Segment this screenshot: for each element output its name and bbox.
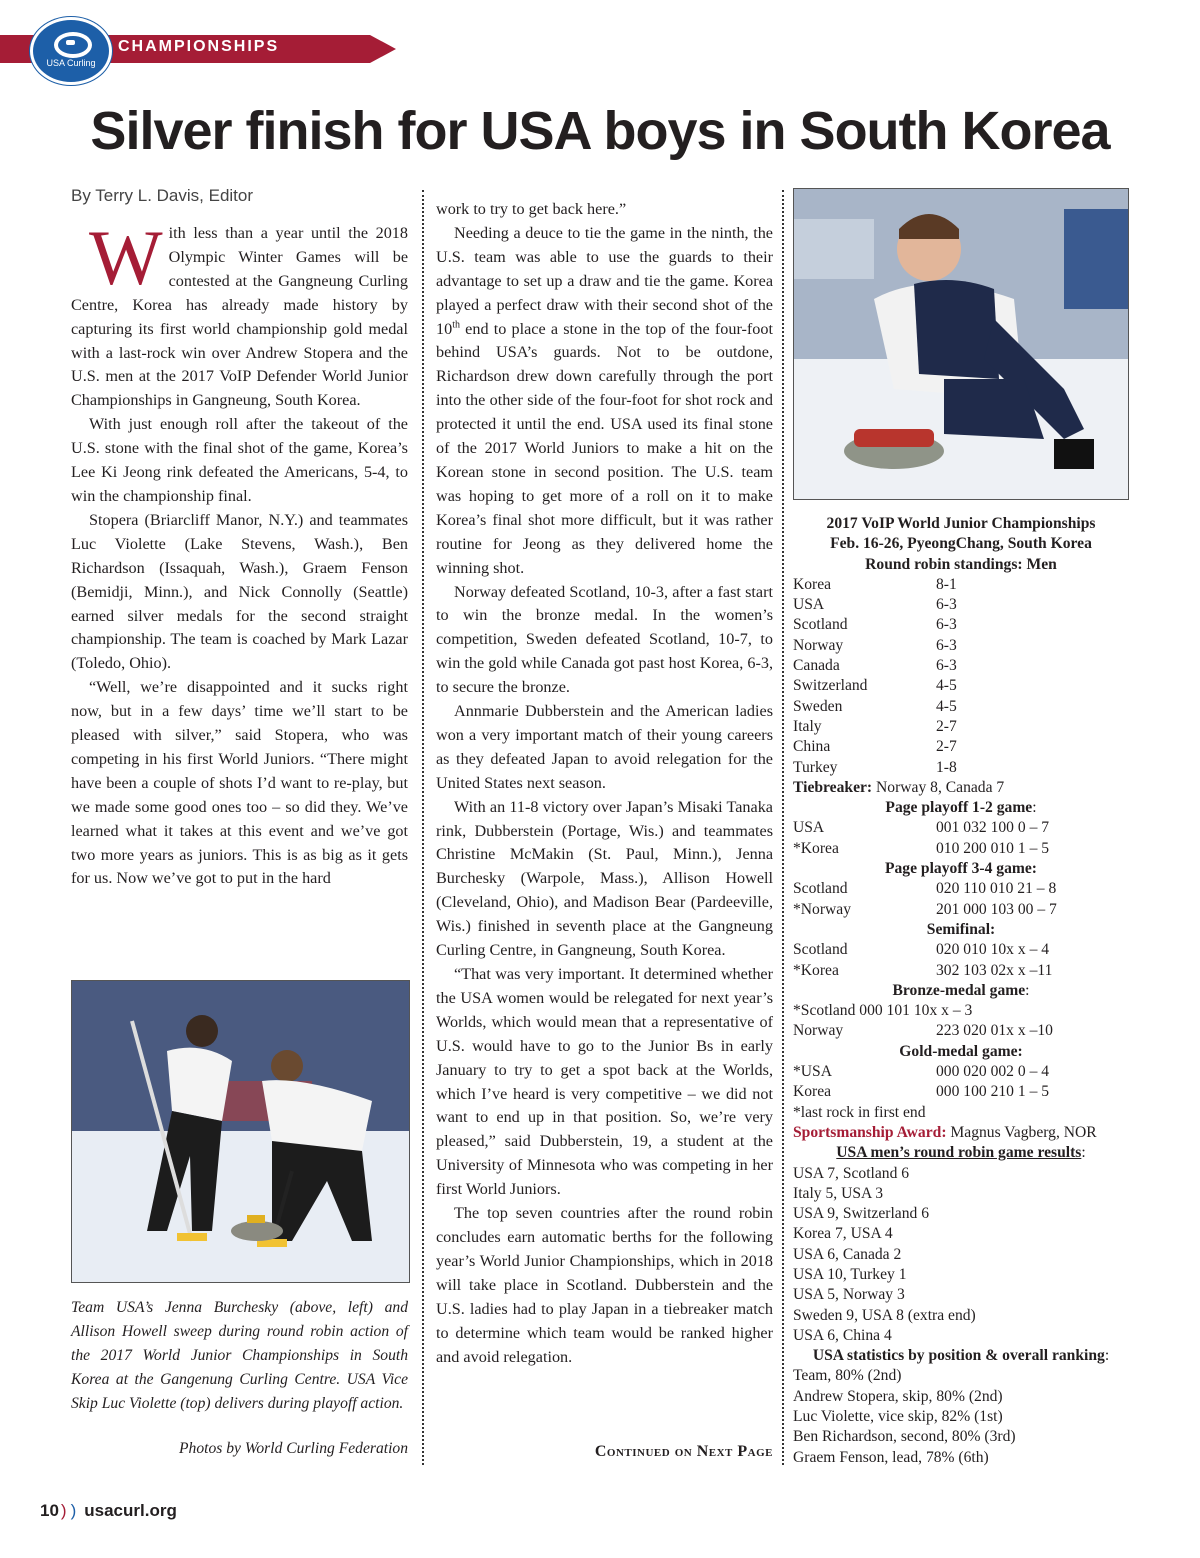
- continued-notice: Continued on Next Page: [594, 1443, 773, 1460]
- team-value: 2-7: [936, 738, 957, 756]
- page-number: 10: [40, 1501, 59, 1520]
- team-name: Italy: [793, 717, 822, 735]
- gold-scores: [793, 1062, 1129, 1103]
- team-value: 223 020 01x x –10: [936, 1022, 1053, 1040]
- section-banner-arrow: [370, 35, 396, 63]
- last-rock-note: *last rock in first end: [793, 1103, 926, 1121]
- team-value: 000 020 002 0 – 4: [936, 1063, 1050, 1081]
- standings-row: [793, 656, 1129, 676]
- page12-heading: Page playoff 1-2 game:: [885, 799, 1037, 817]
- curling-stone-icon: [54, 32, 92, 58]
- rr-result-item: USA 10, Turkey 1: [793, 1265, 907, 1283]
- photo-credit: Photos by World Curling Federation: [179, 1440, 408, 1457]
- page12-label: Page playoff 1-2 game: [885, 799, 1033, 817]
- stat-item: Graem Fenson, lead, 78% (6th): [793, 1448, 989, 1466]
- team-name: Scotland: [793, 880, 848, 898]
- standings-row: [793, 758, 1129, 778]
- paragraph: The top seven countries after the round robin concludes earn automatic berths for the following year’s World Junior Championships, which in 2018 will take place in Scotland. Dubberstein and the U.S. ladies had to play Japan in a tiebreaker match to determine which team would be ranked higher and avoid relegation.: [436, 1204, 773, 1366]
- bracket-icon: ): [70, 1501, 77, 1520]
- rr-result-item: Italy 5, USA 3: [793, 1184, 884, 1202]
- team-value: 001 032 100 0 – 7: [936, 819, 1050, 837]
- score-row: [793, 1021, 1129, 1041]
- rr-result-item: USA 6, Canada 2: [793, 1245, 902, 1263]
- rr-result-item: USA 6, China 4: [793, 1326, 892, 1344]
- page34-scores: [793, 879, 1129, 920]
- standings-row: [793, 575, 1129, 595]
- score-row: [793, 839, 1129, 859]
- paragraph: “That was very important. It determined whether the USA women would be relegated for next year’s Worlds, which would mean that a representative of U.S. would have to go to the Junior Bs in early January to try to get a spot back at the Worlds, which I’ve heard is very competitive – we did not want to end up in that position. So, we’re very pleased,” said Dubberstein, 19, a student at the University of Minnesota who was competing in her first World Juniors.: [436, 965, 773, 1199]
- article-column-1: [71, 214, 408, 891]
- team-value: 4-5: [936, 697, 957, 715]
- team-name: Turkey: [793, 758, 838, 776]
- standings-row: [793, 737, 1129, 757]
- score-row: [793, 961, 1129, 981]
- rr-results-list: [793, 1164, 1129, 1347]
- stat-item: Ben Richardson, second, 80% (3rd): [793, 1428, 1016, 1446]
- score-row: [793, 1082, 1129, 1102]
- paragraph: Norway defeated Scotland, 10-3, after a fast start to win the bronze medal. In the women’s competition, Sweden defeated Scotland, 10-7, to win the gold while Canada got past host Korea, 6-3, to secure the bronze.: [436, 582, 773, 697]
- stats-heading: USA statistics by position & overall ranking:: [812, 1347, 1110, 1365]
- semifinal-scores: [793, 940, 1129, 981]
- lead-paragraph: [71, 214, 408, 413]
- article-column-2: [436, 198, 773, 1369]
- sportsmanship-label: Sportsmanship Award:: [793, 1123, 947, 1141]
- results-sidebar: [793, 514, 1129, 1468]
- team-value: 201 000 103 00 – 7: [936, 900, 1057, 918]
- standings-row: [793, 717, 1129, 737]
- team-name: Switzerland: [793, 677, 868, 695]
- standings-table: [793, 575, 1129, 778]
- team-name: *USA: [793, 1063, 832, 1081]
- team-name: USA: [793, 596, 825, 614]
- curler-delivery-illustration: [794, 189, 1128, 499]
- team-name: USA: [793, 819, 825, 837]
- team-name: Norway: [793, 1022, 844, 1040]
- team-name: Canada: [793, 657, 840, 675]
- team-name: China: [793, 738, 831, 756]
- rr-result-item: USA 9, Switzerland 6: [793, 1205, 930, 1223]
- tiebreaker-text: Norway 8, Canada 7: [872, 778, 1005, 796]
- team-value: 6-3: [936, 616, 957, 634]
- paragraph: work to try to get back here.”: [436, 200, 627, 218]
- score-row: [793, 940, 1129, 960]
- sportsmanship-line: [793, 1123, 1129, 1143]
- logo-handle: [66, 40, 75, 45]
- site-url: usacurl.org: [84, 1501, 177, 1520]
- team-value: 4-5: [936, 677, 957, 695]
- rr-result-item: USA 7, Scotland 6: [793, 1164, 910, 1182]
- stats-list: [793, 1366, 1129, 1467]
- paragraph: [436, 222, 773, 581]
- column-divider: [422, 190, 424, 1465]
- standings-row: [793, 636, 1129, 656]
- paragraph: Stopera (Briarcliff Manor, N.Y.) and teammates Luc Violette (Lake Stevens, Wash.), Ben Richardson (Issaquah, Wash.), Graem Fenson (Bemidji, Minn.), and Nick Connolly (Seattle) earned silver medals for the second straight championship. The team is coached by Mark Lazar (Toledo, Ohio).: [71, 510, 408, 673]
- lead-text: ith less than a year until the 2018 Olympic Winter Games will be contested at the Gangneung Curling Centre, Korea has already made history by capturing its first world championship gold medal with a last-rock win over Andrew Stopera and the U.S. men at the 2017 VoIP Defender World Junior Championships in Gangneung, South Korea.: [71, 224, 408, 410]
- section-label: CHAMPIONSHIPS: [118, 38, 280, 55]
- sidebar-dates: Feb. 16-26, PyeongChang, South Korea: [830, 535, 1092, 553]
- team-name: *Korea: [793, 839, 839, 857]
- column-divider: [782, 190, 784, 1465]
- paragraph: Annmarie Dubberstein and the American ladies won a very important match of their young careers as they defeated Japan to avoid relegation for the United States next season.: [436, 702, 773, 792]
- team-value: 6-3: [936, 657, 957, 675]
- bronze-line: *Scotland 000 101 10x x – 3: [793, 1002, 973, 1020]
- headline: Silver finish for USA boys in South Korea: [90, 101, 1110, 161]
- stat-item: Luc Violette, vice skip, 82% (1st): [793, 1408, 1003, 1426]
- team-value: 1-8: [936, 758, 957, 776]
- standings-row: [793, 615, 1129, 635]
- score-row: [793, 1062, 1129, 1082]
- standings-row: [793, 595, 1129, 615]
- sweepers-illustration: [72, 981, 409, 1282]
- tiebreaker-line: [793, 778, 1129, 798]
- paragraph: With just enough roll after the takeout of the U.S. stone with the final shot of the game, Korea’s Lee Ki Jeong rink defeated the Americans, 5-4, to win the championship final.: [71, 415, 408, 505]
- team-value: 6-3: [936, 636, 957, 654]
- sidebar-title: 2017 VoIP World Junior Championships: [826, 515, 1096, 532]
- bronze-heading: Bronze-medal game:: [892, 981, 1030, 999]
- team-value: 302 103 02x x –11: [936, 961, 1053, 979]
- photo-caption: Team USA’s Jenna Burchesky (above, left) and Allison Howell sweep during round robin action of the 2017 World Junior Championships in South Korea at the Gangenung Curling Centre. USA Vice Skip Luc Violette (top) delivers during playoff action.: [71, 1299, 408, 1412]
- ordinal-superscript: th: [452, 319, 460, 331]
- team-value: 8-1: [936, 575, 957, 593]
- sportsmanship-text: Magnus Vagberg, NOR: [946, 1123, 1097, 1141]
- page-footer: [40, 1501, 177, 1521]
- rr-result-item: Korea 7, USA 4: [793, 1225, 893, 1243]
- team-name: Korea: [793, 1083, 832, 1101]
- paragraph-text: end to place a stone in the top of the four-foot behind USA’s guards. Not to be outdone, Richardson drew down carefully through the port into the other side of the four-foot for shot rock and protected it until the end. USA used its final stone of the 2017 World Juniors to make a hit on the Korean stone in second position. The U.S. team was hoping to get more of a roll on it to make Korea’s final shot more difficult, but it was rather routine for Jeong as they delivered home the winning shot.: [436, 319, 773, 577]
- score-row: [793, 818, 1129, 838]
- bronze-scores: [793, 1021, 1129, 1041]
- page34-heading: Page playoff 3-4 game:: [884, 860, 1037, 878]
- bracket-icon: ): [60, 1501, 67, 1520]
- team-value: 020 110 010 21 – 8: [936, 880, 1057, 898]
- team-name: *Norway: [793, 900, 852, 918]
- paragraph: “Well, we’re disappointed and it sucks right now, but in a few days’ time we’ll start to be pleased with silver,” said Stopera, who was competing in his first World Juniors. “There might have been a couple of shots I’d want to re-play, but we made some good ones too – so did they. We’ve learned what it takes at this event and we’ve got two more years as juniors. This is as big as it gets for us. Now we’ve got to put in the hard: [71, 678, 408, 888]
- paragraph-text: Needing a deuce to tie the game in the ninth, the U.S. team was able to use the guards to their advantage to set up a draw and tie the game. Korea played a perfect draw with their second shot of the 10: [436, 223, 773, 338]
- team-name: Norway: [793, 636, 844, 654]
- stats-label: USA statistics by position & overall ranking: [812, 1347, 1105, 1365]
- page12-scores: [793, 818, 1129, 859]
- rr-result-item: USA 5, Norway 3: [793, 1286, 905, 1304]
- rr-label: USA men’s round robin game results: [836, 1144, 1082, 1162]
- delivery-photo: [793, 188, 1129, 500]
- drop-cap: W: [89, 214, 163, 301]
- standings-row: [793, 697, 1129, 717]
- semifinal-heading: Semifinal:: [926, 920, 996, 938]
- rr-result-item: Sweden 9, USA 8 (extra end): [793, 1306, 976, 1324]
- bronze-label: Bronze-medal game: [892, 981, 1026, 999]
- team-value: 6-3: [936, 596, 957, 614]
- team-value: 010 200 010 1 – 5: [936, 839, 1050, 857]
- tiebreaker-label: Tiebreaker:: [793, 778, 873, 796]
- score-row: [793, 900, 1129, 920]
- usa-curling-logo: [30, 17, 112, 85]
- stat-item: Team, 80% (2nd): [793, 1367, 902, 1385]
- team-name: Scotland: [793, 941, 848, 959]
- sweeping-photo: [71, 980, 410, 1283]
- team-value: 2-7: [936, 717, 957, 735]
- score-row: [793, 879, 1129, 899]
- team-name: Korea: [793, 575, 832, 593]
- standings-row: [793, 676, 1129, 696]
- logo-text: USA Curling: [46, 58, 96, 68]
- team-value: 020 010 10x x – 4: [936, 941, 1050, 959]
- team-value: 000 100 210 1 – 5: [936, 1083, 1050, 1101]
- byline: By Terry L. Davis, Editor: [71, 186, 254, 205]
- stat-item: Andrew Stopera, skip, 80% (2nd): [793, 1387, 1003, 1405]
- gold-heading: Gold-medal game:: [899, 1042, 1023, 1060]
- paragraph: With an 11-8 victory over Japan’s Misaki Tanaka rink, Dubberstein (Portage, Wis.) and teammates Christine McMakin (St. Paul, Minn.), Jenna Burchesky (Warpole, Mass.), Allison Howell (Cleveland, Ohio), and Madison Bear (Pardeeville, Wis.) finished in seventh place at the Gangneung Curling Centre, in Gangneung, South Korea.: [436, 797, 773, 960]
- team-name: Sweden: [793, 697, 843, 715]
- rr-heading: USA men’s round robin game results:: [836, 1144, 1086, 1162]
- team-name: Scotland: [793, 616, 848, 634]
- team-name: *Korea: [793, 961, 839, 979]
- standings-heading: Round robin standings: Men: [865, 555, 1057, 573]
